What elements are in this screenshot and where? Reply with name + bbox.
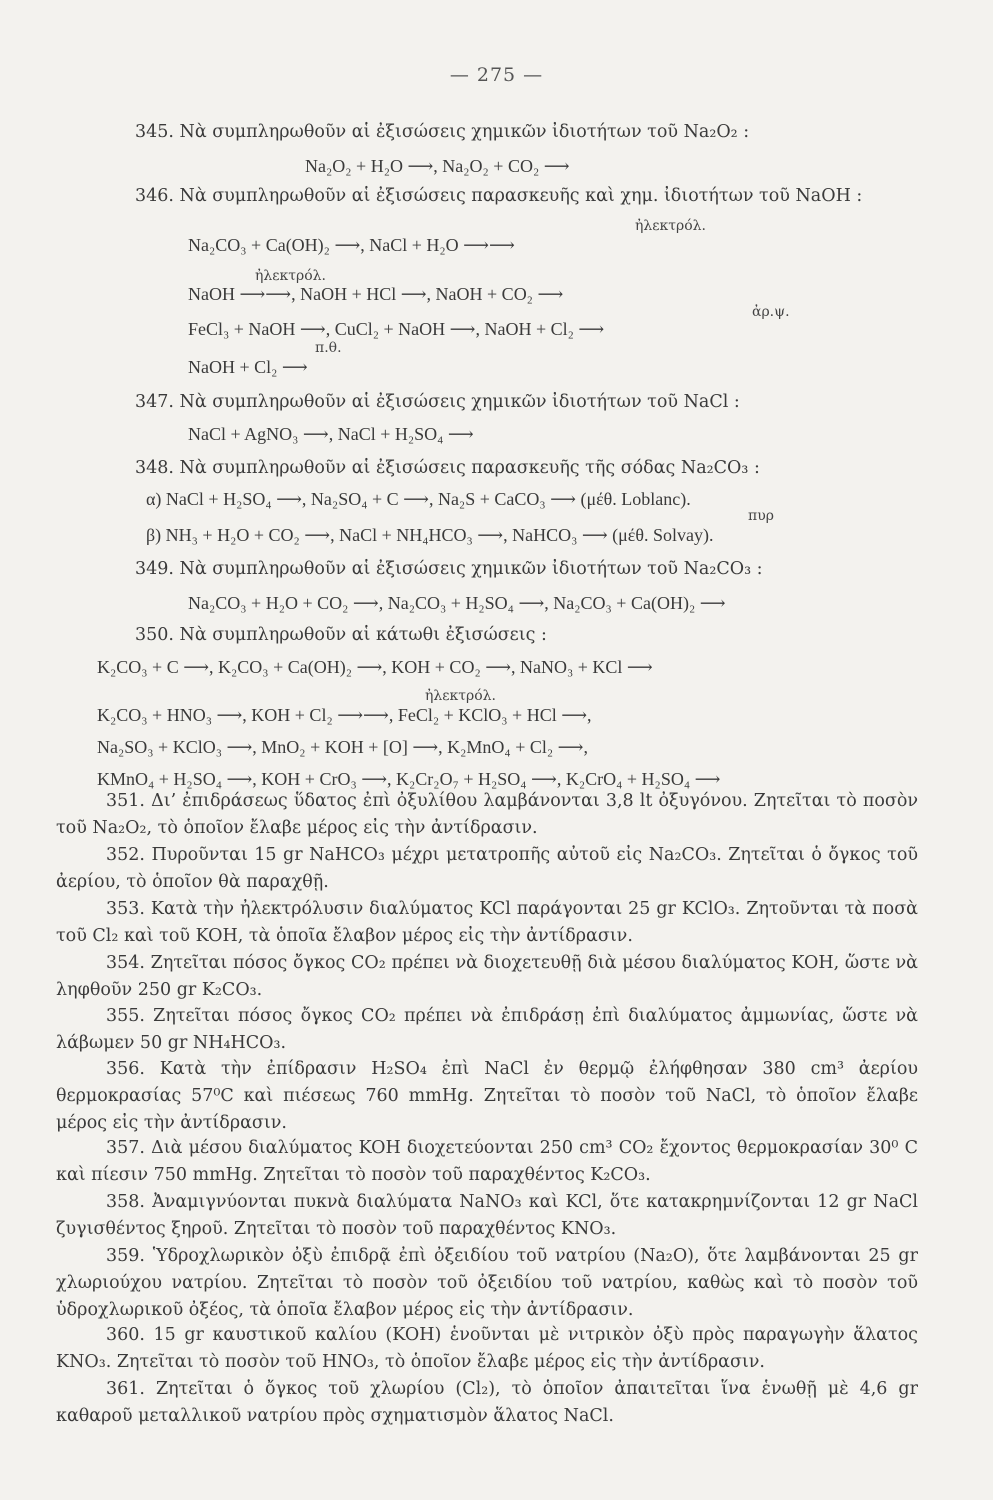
- equation-line: K₂CO₃ + C ⟶, K₂CO₃ + Ca(OH)₂ ⟶, KOH + CO₂ ⟶, NaNO₃ + KCl ⟶: [97, 657, 653, 677]
- problem-359: 359. Ὑδροχλωρικὸν ὀξὺ ἐπιδρᾷ ἐπὶ ὀξειδίου τοῦ νατρίου (Na₂O), ὅτε λαμβάνονται 25 gr χλωριούχου νατρίου. Ζητεῖται τὸ ποσὸν τοῦ ὀξειδίου τοῦ νατρίου, καθὼς καὶ τὸ ποσὸν τοῦ ὑδροχλωρικοῦ ὀξέος, τὰ ὁποῖα ἔλαβον μέρος εἰς τὴν ἀντίδρασιν.: [56, 1246, 918, 1320]
- equation-line: NaCl + AgNO₃ ⟶, NaCl + H₂SO₄ ⟶: [188, 424, 474, 444]
- equation-line: α) NaCl + H₂SO₄ ⟶, Na₂SO₄ + C ⟶, Na₂S + CaCO₃ ⟶ (μέθ. Loblanc).: [146, 489, 691, 509]
- exercise-350-heading: 350. Νὰ συμπληρωθοῦν αἱ κάτωθι ἐξισώσεις :: [135, 625, 547, 645]
- equation-line: KMnO₄ + H₂SO₄ ⟶, KOH + CrO₃ ⟶, K₂Cr₂O₇ + H₂SO₄ ⟶, K₂CrO₄ + H₂SO₄ ⟶: [97, 769, 721, 789]
- exercise-349-heading: 349. Νὰ συμπληρωθοῦν αἱ ἐξισώσεις χημικῶν ἰδιοτήτων τοῦ Na₂CO₃ :: [135, 559, 763, 579]
- equation-line: FeCl₃ + NaOH ⟶, CuCl₂ + NaOH ⟶, NaOH + Cl₂ ⟶: [188, 319, 605, 339]
- equation-line: Na₂CO₃ + Ca(OH)₂ ⟶, NaCl + H₂O ⟶⟶: [188, 235, 515, 255]
- fire-label: πυρ: [748, 508, 774, 524]
- problem-353: 353. Κατὰ τὴν ἠλεκτρόλυσιν διαλύματος KCl παράγονται 25 gr KClO₃. Ζητοῦνται τὰ ποσὰ τοῦ Cl₂ καὶ τοῦ KOH, τὰ ὁποῖα ἔλαβον μέρος εἰς τὴν ἀντίδρασιν.: [56, 899, 918, 946]
- exercise-345-heading: 345. Νὰ συμπληρωθοῦν αἱ ἐξισώσεις χημικῶν ἰδιοτήτων τοῦ Na₂O₂ :: [135, 122, 750, 142]
- problem-351: 351. Δι’ ἐπιδράσεως ὕδατος ἐπὶ ὀξυλίθου λαμβάνονται 3,8 lt ὀξυγόνου. Ζητεῖται τὸ ποσὸν τοῦ Na₂O₂, τὸ ὁποῖον ἔλαβε μέρος εἰς τὴν ἀντίδρασιν.: [56, 791, 918, 838]
- problem-358: 358. Ἀναμιγνύονται πυκνὰ διαλύματα NaNO₃ καὶ KCl, ὅτε κατακρημνίζονται 12 gr NaCl ζυγισθέντος ξηροῦ. Ζητεῖται τὸ ποσὸν τοῦ παραχθέντος KNO₃.: [56, 1192, 918, 1239]
- problem-352: 352. Πυροῦνται 15 gr NaHCO₃ μέχρι μετατροπῆς αὐτοῦ εἰς Na₂CO₃. Ζητεῖται ὁ ὄγκος τοῦ ἀερίου, τὸ ὁποῖον θὰ παραχθῇ.: [56, 845, 918, 892]
- conc-hot-label: π.θ.: [315, 340, 342, 356]
- equation-line: Na₂O₂ + H₂O ⟶, Na₂O₂ + CO₂ ⟶: [305, 156, 570, 176]
- problem-354: 354. Ζητεῖται πόσος ὄγκος CO₂ πρέπει νὰ διοχετευθῇ διὰ μέσου διαλύματος KOH, ὥστε νὰ ληφθοῦν 250 gr K₂CO₃.: [56, 953, 918, 1000]
- exercise-348-heading: 348. Νὰ συμπληρωθοῦν αἱ ἐξισώσεις παρασκευῆς τῆς σόδας Na₂CO₃ :: [135, 458, 760, 478]
- problem-356: 356. Κατὰ τὴν ἐπίδρασιν H₂SO₄ ἐπὶ NaCl ἐν θερμῷ ἐλήφθησαν 380 cm³ ἀερίου θερμοκρασίας 57⁰C καὶ πιέσεως 760 mmHg. Ζητεῖται τὸ ποσὸν τοῦ NaCl, τὸ ὁποῖον ἔλαβε μέρος εἰς τὴν ἀντίδρασιν.: [56, 1059, 918, 1133]
- problem-357: 357. Διὰ μέσου διαλύματος KOH διοχετεύονται 250 cm³ CO₂ ἔχοντος θερμοκρασίαν 30⁰ C καὶ πίεσιν 750 mmHg. Ζητεῖται τὸ ποσὸν τοῦ παραχθέντος K₂CO₃.: [56, 1138, 918, 1185]
- problem-360: 360. 15 gr καυστικοῦ καλίου (KOH) ἑνοῦνται μὲ νιτρικὸν ὀξὺ πρὸς παραγωγὴν ἅλατος KNO₃. Ζητεῖται τὸ ποσὸν τοῦ HNO₃, τὸ ὁποῖον ἔλαβε μέρος εἰς τὴν ἀντίδρασιν.: [56, 1325, 918, 1372]
- electrolysis-label: ἠλεκτρόλ.: [635, 218, 706, 234]
- electrolysis-label: ἠλεκτρόλ.: [255, 268, 326, 284]
- equation-line: Na₂SO₃ + KClO₃ ⟶, MnO₂ + KOH + [O] ⟶, K₂MnO₄ + Cl₂ ⟶,: [97, 737, 588, 757]
- equation-line: Na₂CO₃ + H₂O + CO₂ ⟶, Na₂CO₃ + H₂SO₄ ⟶, Na₂CO₃ + Ca(OH)₂ ⟶: [188, 593, 726, 613]
- dilute-cold-label: ἀρ.ψ.: [752, 304, 790, 320]
- page-number: — 275 —: [449, 64, 544, 86]
- exercise-347-heading: 347. Νὰ συμπληρωθοῦν αἱ ἐξισώσεις χημικῶν ἰδιοτήτων τοῦ NaCl :: [135, 392, 740, 412]
- equation-line: NaOH ⟶⟶, NaOH + HCl ⟶, NaOH + CO₂ ⟶: [188, 284, 564, 304]
- equation-line: NaOH + Cl₂ ⟶: [188, 357, 308, 377]
- equation-line: K₂CO₃ + HNO₃ ⟶, KOH + Cl₂ ⟶⟶, FeCl₂ + KClO₃ + HCl ⟶,: [97, 705, 592, 725]
- problem-355: 355. Ζητεῖται πόσος ὄγκος CO₂ πρέπει νὰ ἐπιδράσῃ ἐπὶ διαλύματος ἀμμωνίας, ὥστε νὰ λάβωμεν 50 gr NH₄HCO₃.: [56, 1006, 918, 1053]
- electrolysis-label: ἠλεκτρόλ.: [425, 688, 496, 704]
- problem-361: 361. Ζητεῖται ὁ ὄγκος τοῦ χλωρίου (Cl₂), τὸ ὁποῖον ἀπαιτεῖται ἵνα ἑνωθῇ μὲ 4,6 gr καθαροῦ μεταλλικοῦ νατρίου πρὸς σχηματισμὸν ἅλατος NaCl.: [56, 1379, 918, 1426]
- equation-line: β) NH₃ + H₂O + CO₂ ⟶, NaCl + NH₄HCO₃ ⟶, NaHCO₃ ⟶ (μέθ. Solvay).: [146, 525, 714, 545]
- exercise-346-heading: 346. Νὰ συμπληρωθοῦν αἱ ἐξισώσεις παρασκευῆς καὶ χημ. ἰδιοτήτων τοῦ NaOH :: [135, 186, 863, 206]
